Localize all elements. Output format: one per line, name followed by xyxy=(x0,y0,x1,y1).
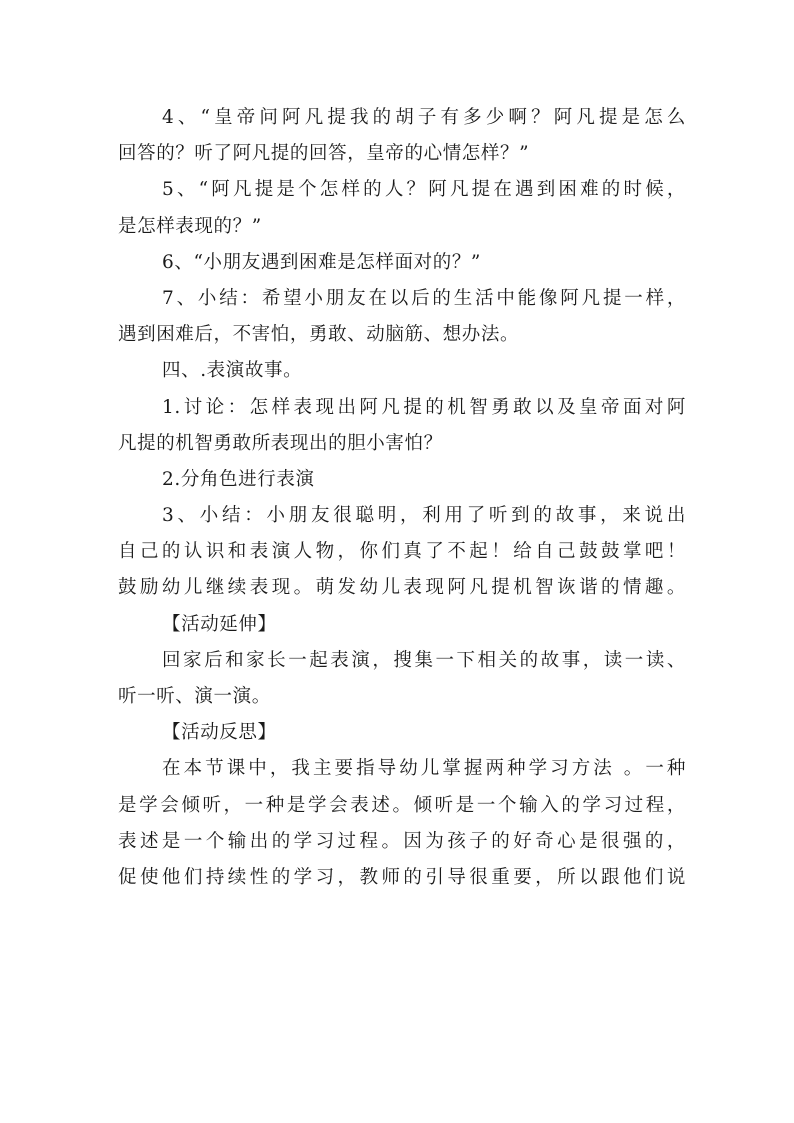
text-line: 鼓励幼儿继续表现。萌发幼儿表现阿凡提机智诙谐的情趣。 xyxy=(118,577,686,599)
text-line: 遇到困难后，不害怕，勇敢、动脑筋、想办法。 xyxy=(118,324,520,346)
text-line: 5、“阿凡提是个怎样的人？阿凡提在遇到困难的时候， xyxy=(162,179,686,201)
text-line: 【活动延伸】 xyxy=(162,613,277,635)
text-line: 促使他们持续性的学习，教师的引导很重要，所以跟他们说 xyxy=(118,866,686,888)
text-line: 四、.表演故事。 xyxy=(162,360,303,382)
text-line: 【活动反思】 xyxy=(162,722,277,744)
text-line: 6、“小朋友遇到困难是怎样面对的？” xyxy=(162,251,481,273)
text-line: 1.讨论：怎样表现出阿凡提的机智勇敢以及皇帝面对阿 xyxy=(162,396,686,418)
text-line: 3、小结：小朋友很聪明，利用了听到的故事，来说出 xyxy=(162,505,686,527)
text-line: 在本节课中，我主要指导幼儿掌握两种学习方法 。一种 xyxy=(162,758,686,780)
text-line: 2.分角色进行表演 xyxy=(162,468,315,490)
text-line: 7、小结：希望小朋友在以后的生活中能像阿凡提一样， xyxy=(162,287,686,309)
text-line: 自己的认识和表演人物，你们真了不起！给自己鼓鼓掌吧！ xyxy=(118,541,686,563)
text-line: 凡提的机智勇敢所表现出的胆小害怕？ xyxy=(118,432,443,454)
text-line: 是学会倾听，一种是学会表述。倾听是一个输入的学习过程， xyxy=(118,794,686,816)
text-line: 回家后和家长一起表演，搜集一下相关的故事，读一读、 xyxy=(162,649,686,671)
text-line: 回答的？听了阿凡提的回答，皇帝的心情怎样？” xyxy=(118,143,530,165)
text-line: 是怎样表现的？” xyxy=(118,215,262,237)
document-body xyxy=(118,100,686,896)
text-line: 表述是一个输出的学习过程。因为孩子的好奇心是很强的， xyxy=(118,830,686,852)
text-line: 听一听、演一演。 xyxy=(118,686,271,707)
text-line: 4、“皇帝问阿凡提我的胡子有多少啊？阿凡提是怎么 xyxy=(162,107,686,128)
